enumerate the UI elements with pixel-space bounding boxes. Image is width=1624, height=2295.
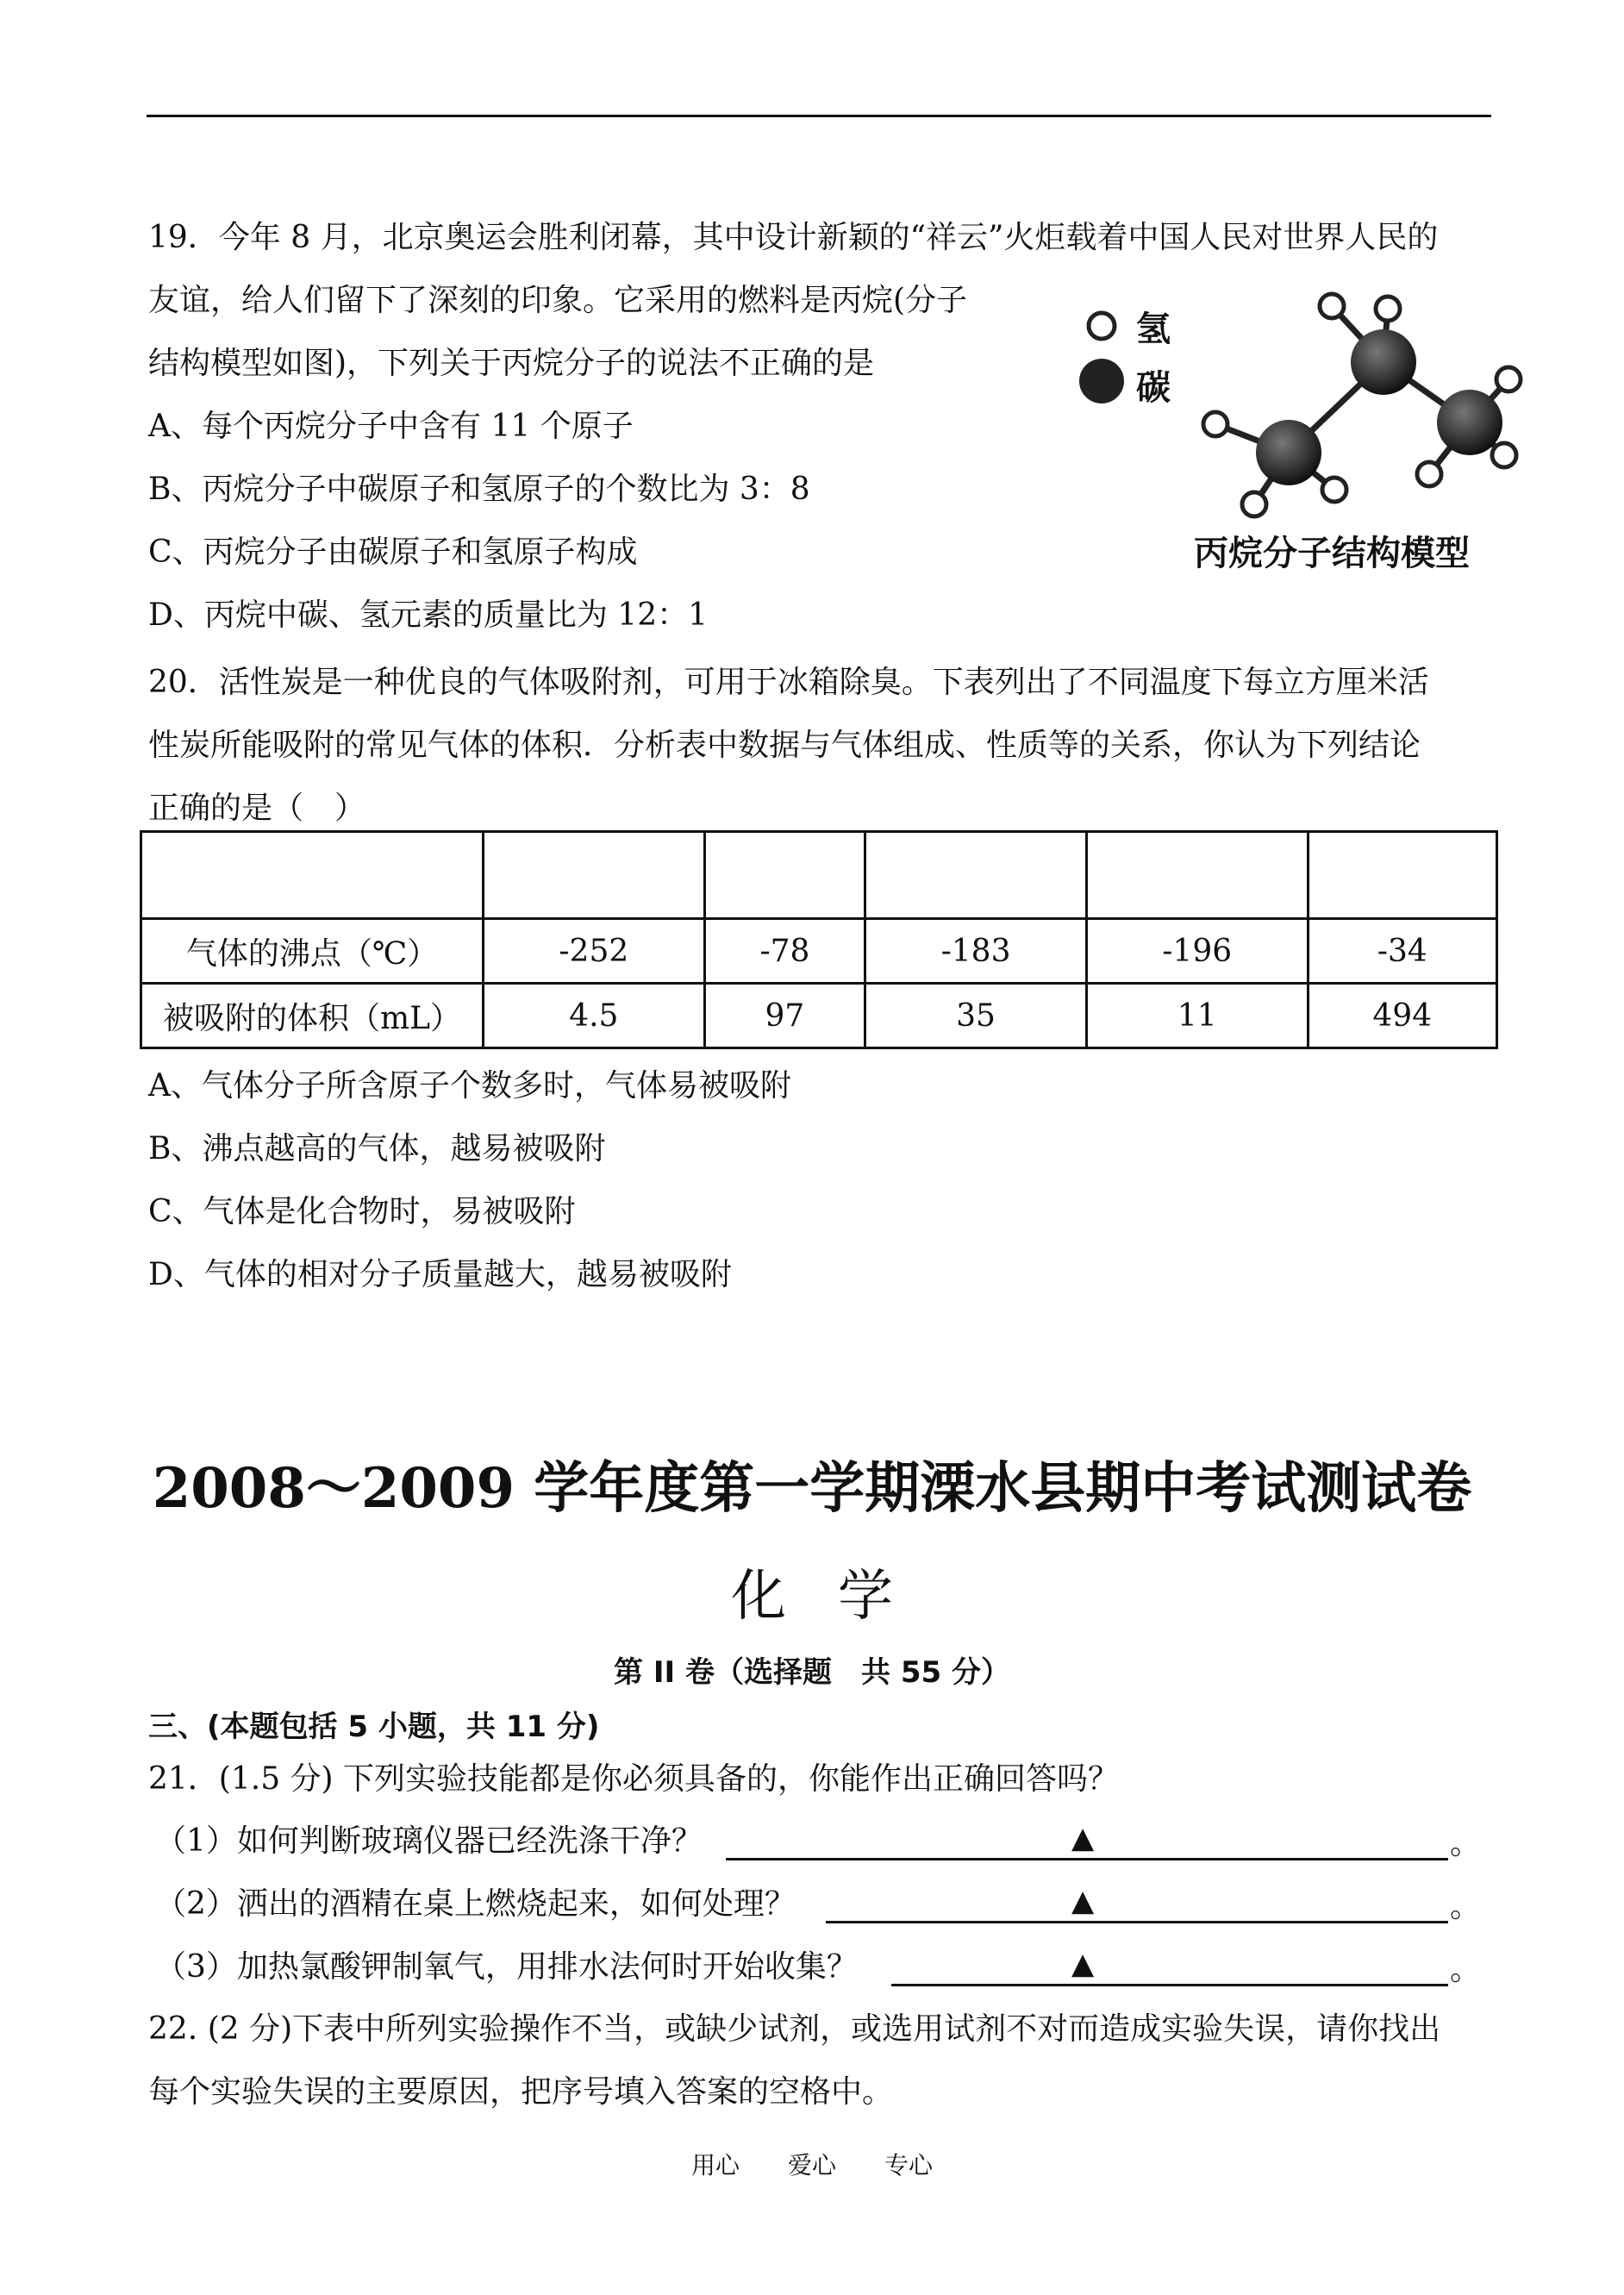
q21-item-3: （3）加热氯酸钾制氧气，用排水法何时开始收集？	[155, 1949, 858, 1985]
table-cell: 35	[865, 984, 1087, 1048]
table-row	[141, 919, 1497, 984]
table-cell: -252	[484, 919, 705, 984]
q22-line-2: 每个实验失误的主要原因，把序号填入答案的空格中。	[148, 2074, 894, 2110]
gas-adsorption-table	[140, 830, 1498, 1049]
legend-carbon-label: 碳	[1136, 368, 1171, 408]
q21-answer-blank-3[interactable]	[891, 1984, 1448, 1986]
q21-item-2: （2）洒出的酒精在桌上燃烧起来，如何处理？	[155, 1886, 796, 1922]
q21-answer-marker-2: ▲	[1071, 1884, 1095, 1918]
q20-line-3: 正确的是（ ）	[148, 791, 366, 826]
exam-part-heading: 第 II 卷（选择题 共 55 分）	[614, 1655, 1010, 1690]
section-heading: 三、(本题包括 5 小题，共 11 分)	[148, 1710, 600, 1744]
q20-option-b: B、沸点越高的气体，越易被吸附	[148, 1131, 606, 1166]
q21-answer-marker-3: ▲	[1071, 1947, 1095, 1981]
q19-line-1: 19．今年 8 月，北京奥运会胜利闭幕，其中设计新颖的“祥云”火炬载着中国人民对世界人民的	[148, 220, 1439, 255]
propane-figure	[1069, 276, 1534, 586]
q22-line-1: 22. (2 分)下表中所列实验操作不当，或缺少试剂，或选用试剂不对而造成实验失误，请你找出	[148, 2011, 1441, 2047]
table-header-cell	[1308, 832, 1496, 919]
table-cell: 11	[1086, 984, 1308, 1048]
q21-stem: 21．(1.5 分) 下列实验技能都是你必须具备的，你能作出正确回答吗？	[148, 1761, 1120, 1797]
table-cell: 494	[1308, 984, 1496, 1048]
table-cell: -196	[1086, 919, 1308, 984]
table-cell: 97	[704, 984, 865, 1048]
q19-line-2: 友谊，给人们留下了深刻的印象。它采用的燃料是丙烷(分子	[148, 283, 968, 318]
q21-period-3: 。	[1450, 1952, 1482, 1987]
q19-option-b: B、丙烷分子中碳原子和氢原子的个数比为 3：8	[148, 472, 810, 507]
table-header-row	[141, 832, 1497, 919]
table-header-cell	[484, 832, 705, 919]
exam-title: 2008～2009 学年度第一学期溧水县期中考试测试卷	[152, 1456, 1472, 1521]
top-rule	[147, 115, 1491, 117]
q21-answer-blank-2[interactable]	[826, 1921, 1448, 1923]
legend-hydrogen-label: 氢	[1136, 310, 1171, 349]
q20-line-2: 性炭所能吸附的常见气体的体积．分析表中数据与气体组成、性质等的关系，你认为下列结论	[148, 728, 1421, 763]
table-header-cell	[865, 832, 1087, 919]
page-footer: 用心 爱心 专心	[690, 2151, 933, 2179]
table-cell: 气体的沸点（℃）	[141, 919, 484, 984]
q21-answer-blank-1[interactable]	[726, 1858, 1448, 1860]
table-cell: -34	[1308, 919, 1496, 984]
table-cell: -183	[865, 919, 1087, 984]
q19-line-3: 结构模型如图)，下列关于丙烷分子的说法不正确的是	[148, 346, 875, 381]
q21-period-1: 。	[1450, 1826, 1482, 1861]
q21-item-1: （1）如何判断玻璃仪器已经洗涤干净？	[155, 1823, 703, 1859]
q19-option-c: C、丙烷分子由碳原子和氢原子构成	[148, 535, 638, 570]
figure-caption: 丙烷分子结构模型	[1194, 534, 1470, 573]
table-header-cell	[141, 832, 484, 919]
q20-option-d: D、气体的相对分子质量越大，越易被吸附	[148, 1257, 732, 1292]
q20-line-1: 20．活性炭是一种优良的气体吸附剂，可用于冰箱除臭。下表列出了不同温度下每立方厘米活	[148, 665, 1429, 700]
table-row	[141, 984, 1497, 1048]
q21-answer-marker-1: ▲	[1071, 1821, 1095, 1855]
q20-option-c: C、气体是化合物时，易被吸附	[148, 1194, 576, 1229]
table-cell: -78	[704, 919, 865, 984]
table-cell: 被吸附的体积（mL）	[141, 984, 484, 1048]
q20-option-a: A、气体分子所含原子个数多时，气体易被吸附	[148, 1068, 791, 1104]
q19-option-d: D、丙烷中碳、氢元素的质量比为 12：1	[148, 597, 709, 633]
table-header-cell	[1086, 832, 1308, 919]
table-cell: 4.5	[484, 984, 705, 1048]
q21-period-2: 。	[1450, 1889, 1482, 1924]
q19-option-a: A、每个丙烷分子中含有 11 个原子	[148, 409, 634, 444]
table-header-cell	[704, 832, 865, 919]
exam-subject: 化学	[731, 1565, 945, 1629]
